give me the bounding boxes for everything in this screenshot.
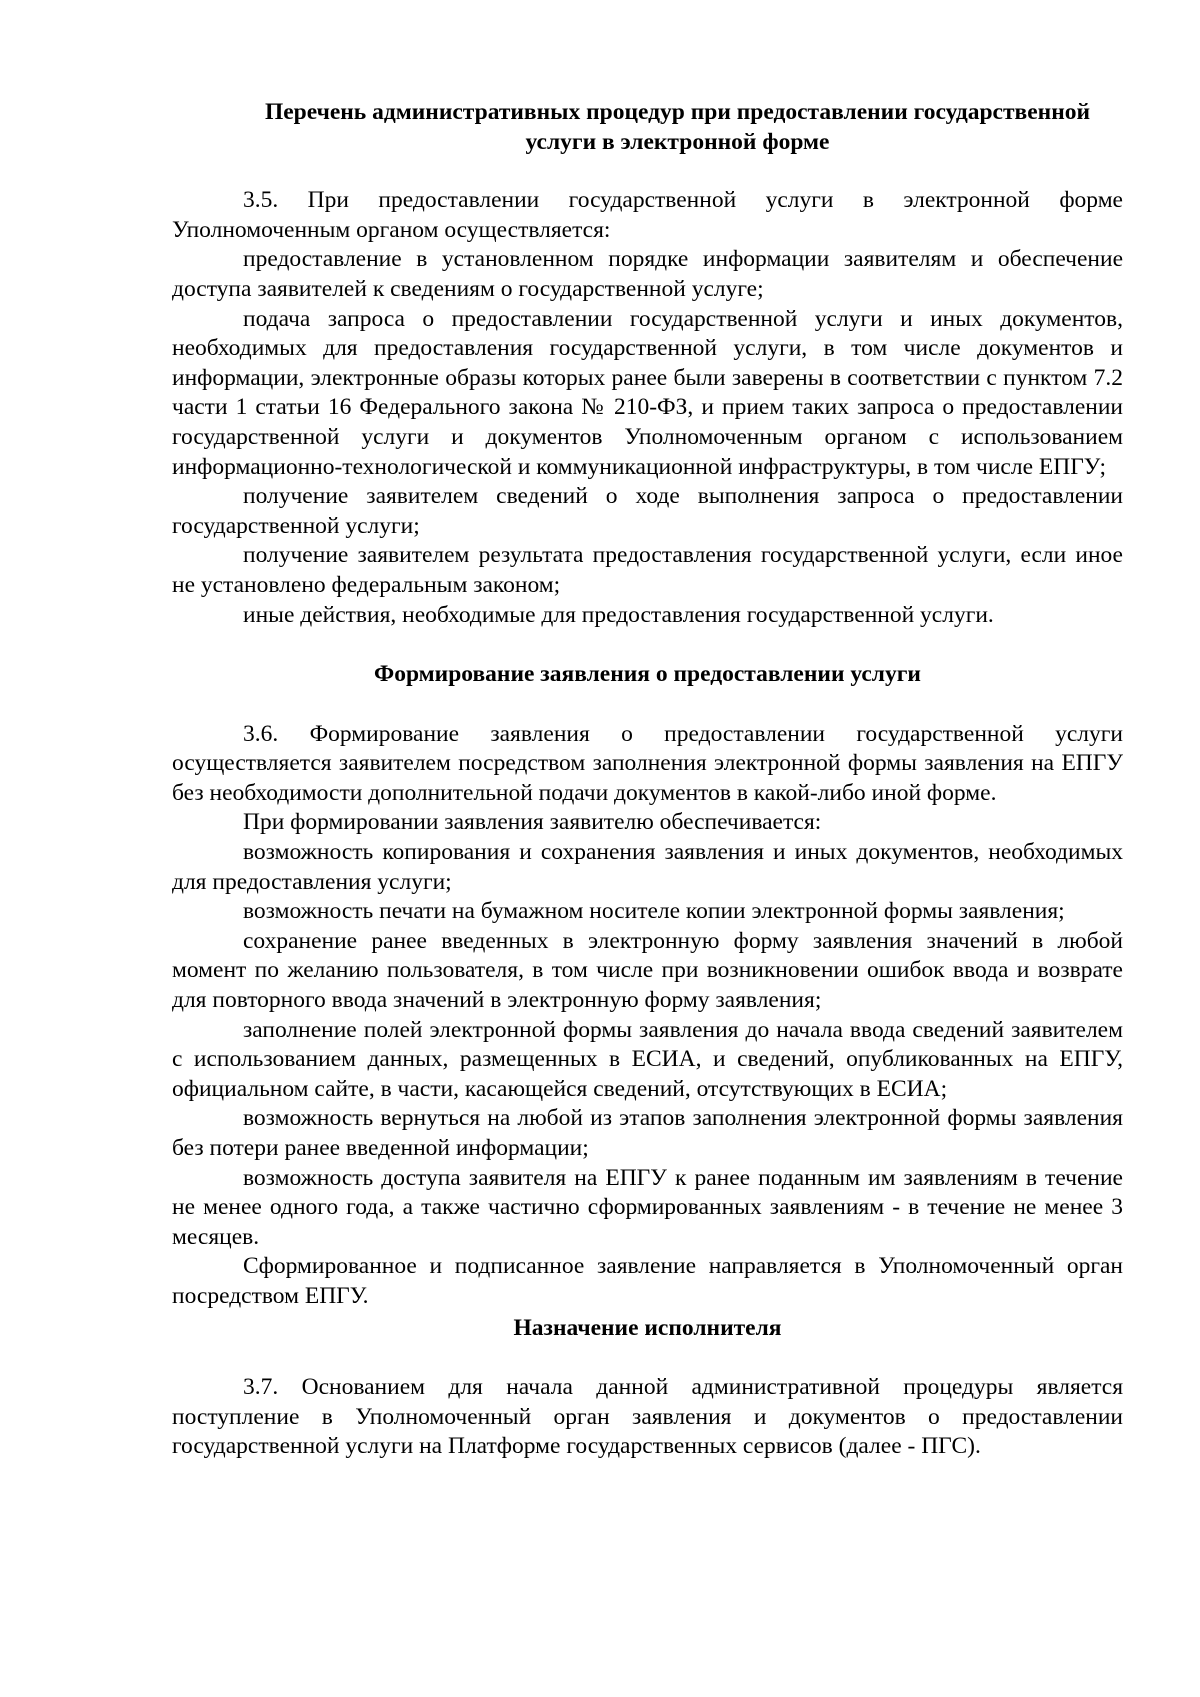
paragraph-copy-save: возможность копирования и сохранения заявления и иных документов, необходимых для предоставления услуги; [172, 839, 1123, 895]
document-content [172, 98, 1123, 1462]
paragraph-3-7: 3.7. Основанием для начала данной административной процедуры является поступление в Уполномоченный орган заявления и документов о предоставлении государственной услуги на Платформе государственных сервисов (далее - ПГС). [172, 1374, 1123, 1460]
paragraph-info-provision: предоставление в установленном порядке информации заявителям и обеспечение доступа заявителей к сведениям о государственной услуге; [172, 246, 1123, 302]
paragraph-ensured: При формировании заявления заявителю обеспечивается: [243, 809, 822, 836]
section-heading-executor: Назначение исполнителя [513, 1314, 782, 1341]
paragraph-send: Сформированное и подписанное заявление направляется в Уполномоченный орган посредством ЕПГУ. [172, 1253, 1123, 1309]
paragraph-result-receipt: получение заявителем результата предоставления государственной услуги, если иное не установлено федеральным законом; [172, 542, 1123, 598]
paragraph-3-5: 3.5. При предоставлении государственной услуги в электронной форме Уполномоченным органом осуществляется: [172, 187, 1123, 243]
paragraph-access-history: возможность доступа заявителя на ЕПГУ к ранее поданным им заявлениям в течение не менее одного года, а также частично сформированных заявлениям - в течение не менее 3 месяцев. [172, 1164, 1123, 1250]
paragraph-print: возможность печати на бумажном носителе копии электронной формы заявления; [243, 898, 1065, 925]
paragraph-other-actions: иные действия, необходимые для предоставления государственной услуги. [243, 601, 994, 628]
paragraph-3-6: 3.6. Формирование заявления о предоставлении государственной услуги осуществляется заявителем посредством заполнения электронной формы заявления на ЕПГУ без необходимости дополнительной подачи документов в какой-либо иной форме. [172, 720, 1123, 806]
paragraph-request-submission: подача запроса о предоставлении государственной услуги и иных документов, необходимых для предоставления государственной услуги, в том числе документов и информации, электронные образы которых ранее были заверены в соответствии с пунктом 7.2 части 1 статьи 16 Федерального закона № 210-ФЗ, и прием таких запроса о предоставлении государственной услуги и документов Уполномоченным органом с использованием информационно-технологической и коммуникационной инфраструктуры, в том числе ЕПГУ; [172, 305, 1123, 480]
paragraph-save-values: сохранение ранее введенных в электронную форму заявления значений в любой момент по желанию пользователя, в том числе при возникновении ошибок ввода и возврате для повторного ввода значений в электронную форму заявления; [172, 927, 1123, 1014]
paragraph-return-step: возможность вернуться на любой из этапов заполнения электронной формы заявления без потери ранее введенной информации; [172, 1105, 1123, 1161]
paragraph-status-info: получение заявителем сведений о ходе выполнения запроса о предоставлении государственной услуги; [172, 483, 1123, 539]
section-heading-procedures: Перечень административных процедур при предоставлении государственной услуги в электронной форме [264, 99, 1091, 155]
section-heading-application-forming: Формирование заявления о предоставлении услуги [374, 661, 921, 688]
paragraph-autofill: заполнение полей электронной формы заявления до начала ввода сведений заявителем с использованием данных, размещенных в ЕСИА, и сведений, опубликованных на ЕПГУ, официальном сайте, в части, касающейся сведений, отсутствующих в ЕСИА; [172, 1016, 1123, 1102]
